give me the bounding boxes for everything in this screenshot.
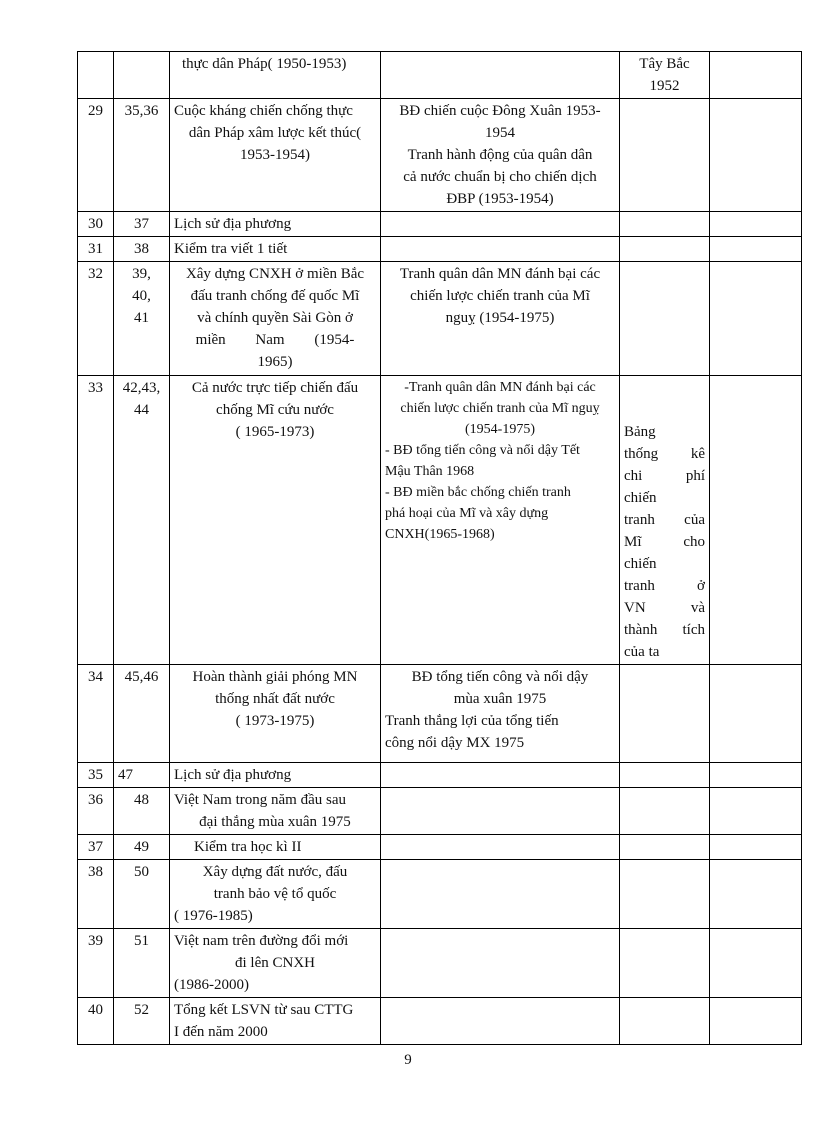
lesson-title: Lịch sử địa phương: [170, 763, 381, 788]
lesson-title: Xây dựng CNXH ở miền Bắc đấu tranh chống đế quốc Mĩ và chính quyền Sài Gòn ở miền Nam (1954- 1965): [170, 262, 381, 376]
teaching-aids: [381, 237, 620, 262]
row-number: 36: [78, 788, 114, 835]
table-row: [78, 376, 802, 665]
notes-cell: [710, 929, 802, 998]
row-number: 31: [78, 237, 114, 262]
lesson-number: 49: [114, 835, 170, 860]
table-row: [78, 665, 802, 763]
table-row: [78, 998, 802, 1045]
teaching-aids: BĐ chiến cuộc Đông Xuân 1953- 1954 Tranh hành động của quân dân cả nước chuẩn bị cho chiến dịch ĐBP (1953-1954): [381, 99, 620, 212]
row-number: 38: [78, 860, 114, 929]
teaching-aids: Tranh quân dân MN đánh bại các chiến lược chiến tranh của Mĩ nguỵ (1954-1975): [381, 262, 620, 376]
table-row: [78, 52, 802, 99]
lesson-title: Việt Nam trong năm đầu sau đại thắng mùa xuân 1975: [170, 788, 381, 835]
notes-cell: [710, 52, 802, 99]
lesson-number: 51: [114, 929, 170, 998]
notes-cell: [710, 262, 802, 376]
page-number: 9: [404, 1052, 412, 1068]
teaching-aids: [381, 212, 620, 237]
row-number: 34: [78, 665, 114, 763]
table-row: [78, 262, 802, 376]
table-row: [78, 788, 802, 835]
table-row: [78, 99, 802, 212]
notes-cell: [710, 376, 802, 665]
teaching-aids: [381, 929, 620, 998]
lesson-number: [114, 52, 170, 99]
lesson-title: Kiểm tra viết 1 tiết: [170, 237, 381, 262]
table-row: [78, 835, 802, 860]
lesson-title: Tổng kết LSVN từ sau CTTG I đến năm 2000: [170, 998, 381, 1045]
row-number: 30: [78, 212, 114, 237]
statistics-cell: [620, 860, 710, 929]
statistics-cell: [620, 929, 710, 998]
lesson-number: 47: [114, 763, 170, 788]
statistics-cell: [620, 99, 710, 212]
lesson-number: 48: [114, 788, 170, 835]
notes-cell: [710, 860, 802, 929]
lesson-number: 35,36: [114, 99, 170, 212]
row-number: 29: [78, 99, 114, 212]
teaching-aids: [381, 835, 620, 860]
lesson-number: 37: [114, 212, 170, 237]
table-row: [78, 237, 802, 262]
lesson-title: Lịch sử địa phương: [170, 212, 381, 237]
row-number: 39: [78, 929, 114, 998]
notes-cell: [710, 212, 802, 237]
row-number: [78, 52, 114, 99]
row-number: 40: [78, 998, 114, 1045]
statistics-cell: [620, 788, 710, 835]
lesson-number: 38: [114, 237, 170, 262]
statistics-cell: [620, 262, 710, 376]
statistics-cell: Bảng thống kê chi phí chiến tranh của Mĩ cho chiến tranh ở VN và thành tích của ta: [620, 376, 710, 665]
lesson-title: Cả nước trực tiếp chiến đấu chống Mĩ cứu nước ( 1965-1973): [170, 376, 381, 665]
notes-cell: [710, 835, 802, 860]
notes-cell: [710, 99, 802, 212]
lesson-number: 45,46: [114, 665, 170, 763]
statistics-cell: Tây Bắc 1952: [620, 52, 710, 99]
table-row: [78, 860, 802, 929]
statistics-cell: [620, 212, 710, 237]
lesson-title: Hoàn thành giải phóng MN thống nhất đất nước ( 1973-1975): [170, 665, 381, 763]
teaching-aids: [381, 860, 620, 929]
lesson-number: 42,43, 44: [114, 376, 170, 665]
notes-cell: [710, 763, 802, 788]
teaching-aids: [381, 763, 620, 788]
statistics-cell: [620, 998, 710, 1045]
lesson-title: Việt nam trên đường đổi mới đi lên CNXH (1986-2000): [170, 929, 381, 998]
statistics-cell: [620, 835, 710, 860]
teaching-aids: [381, 998, 620, 1045]
row-number: 35: [78, 763, 114, 788]
teaching-aids: BĐ tổng tiến công và nổi dậy mùa xuân 1975 Tranh thắng lợi của tổng tiến công nổi dậy MX 1975: [381, 665, 620, 763]
lesson-title: Xây dựng đất nước, đấu tranh bảo vệ tổ quốc ( 1976-1985): [170, 860, 381, 929]
lesson-title: Kiểm tra học kì II: [170, 835, 381, 860]
lesson-number: 52: [114, 998, 170, 1045]
teaching-aids: [381, 52, 620, 99]
lesson-title: thực dân Pháp( 1950-1953): [170, 52, 381, 99]
lesson-number: 39, 40, 41: [114, 262, 170, 376]
row-number: 32: [78, 262, 114, 376]
table-row: [78, 212, 802, 237]
lesson-title: Cuộc kháng chiến chống thực dân Pháp xâm lược kết thúc( 1953-1954): [170, 99, 381, 212]
notes-cell: [710, 788, 802, 835]
statistics-cell: [620, 763, 710, 788]
statistics-cell: [620, 237, 710, 262]
notes-cell: [710, 237, 802, 262]
notes-cell: [710, 998, 802, 1045]
row-number: 37: [78, 835, 114, 860]
curriculum-table: [77, 51, 802, 1045]
lesson-number: 50: [114, 860, 170, 929]
statistics-cell: [620, 665, 710, 763]
row-number: 33: [78, 376, 114, 665]
table-row: [78, 763, 802, 788]
teaching-aids: -Tranh quân dân MN đánh bại các chiến lược chiến tranh của Mĩ nguỵ (1954-1975) - BĐ tổng tiến công và nổi dậy Tết Mậu Thân 1968 - BĐ miền bắc chống chiến tranh phá hoại của Mĩ và xây dựng CNXH(1965-1968): [381, 376, 620, 665]
table-row: [78, 929, 802, 998]
notes-cell: [710, 665, 802, 763]
teaching-aids: [381, 788, 620, 835]
